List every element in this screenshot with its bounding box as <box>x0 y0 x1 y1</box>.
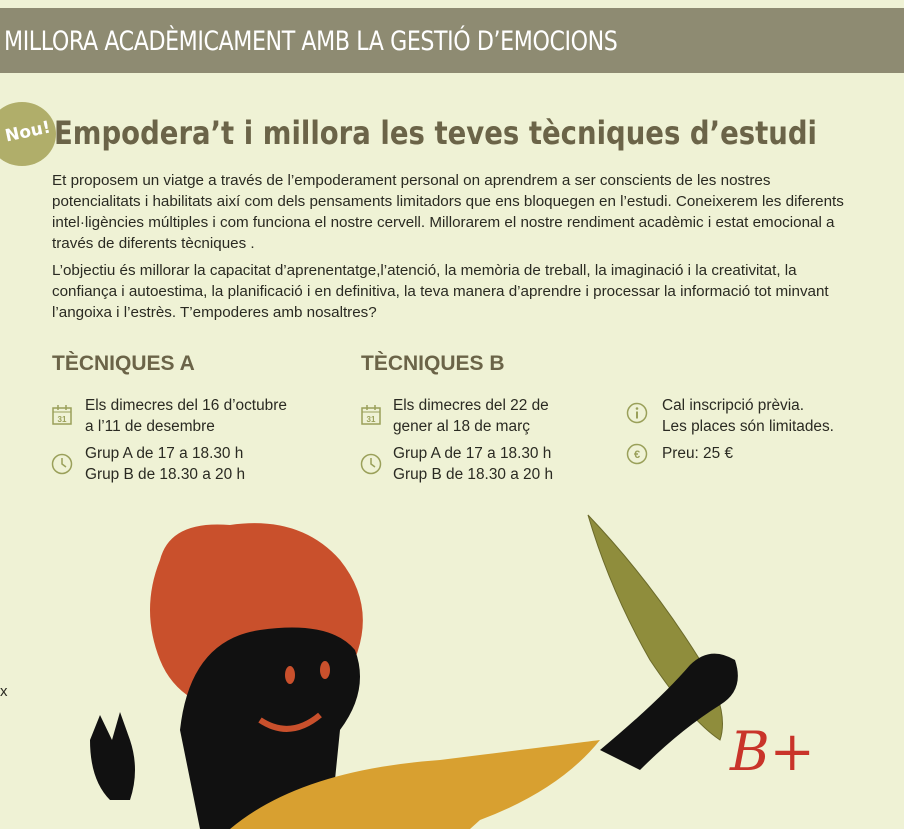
tecniques-a-group: Grup B de 18.30 a 20 h <box>85 466 246 483</box>
tecniques-b-group: Grup A de 17 a 18.30 h <box>393 445 552 462</box>
svg-text:31: 31 <box>366 415 376 424</box>
autumn-leaves-illustration <box>0 500 904 829</box>
tecniques-a-date-line: Els dimecres del 16 d’octubre <box>85 397 287 414</box>
victory-hand <box>90 712 135 800</box>
objective-paragraph: L’objectiu és millorar la capacitat d’aprenentatge,l’atenció, la memòria de treball, la imaginació i la creativitat, la confiança i autoestima, la planificació i en definitiva, la teva manera d’aprendre i processar la informació tot minvant l’angoixa i l’estrès. T’empoderes amb nosaltres? <box>52 262 829 321</box>
intro-paragraph: Et proposem un viatge a través de l’empoderament personal on aprendrem a ser conscients de les nostres potencialitats i habilitats així com dels pensaments limitadors que ens bloquegen en l’estudi. Coneixerem les diferents intel·ligències múltiples i com funciona el nostre cervell. Millorarem el nostre rendiment acadèmic i estat emocional a través de diferents tècniques . <box>52 172 844 252</box>
svg-text:31: 31 <box>57 415 67 424</box>
tecniques-a-date-line: a l’11 de desembre <box>85 418 215 435</box>
page-title: Empodera’t i millora les teves tècniques d’estudi <box>54 114 817 152</box>
svg-text:€: € <box>633 449 641 461</box>
banner-title: MILLORA ACADÈMICAMENT AMB LA GESTIÓ D’EMOCIONS <box>4 26 618 57</box>
new-badge <box>0 102 56 166</box>
tecniques-a-title: TÈCNIQUES A <box>52 352 195 375</box>
handwritten-grade: B+ <box>730 720 815 783</box>
limited-places-note: Les places són limitades. <box>662 418 834 435</box>
tecniques-b-date-line: gener al 18 de març <box>393 418 530 435</box>
tecniques-b-group: Grup B de 18.30 a 20 h <box>393 466 554 483</box>
euro-icon <box>626 443 648 465</box>
calendar-icon <box>360 404 382 426</box>
margin-mark: x <box>0 683 8 700</box>
tecniques-a-group: Grup A de 17 a 18.30 h <box>85 445 244 462</box>
calendar-icon <box>51 404 73 426</box>
info-icon <box>626 402 648 424</box>
new-badge-label: Nou! <box>3 117 53 147</box>
clock-icon <box>51 453 73 475</box>
registration-note: Cal inscripció prèvia. <box>662 397 804 414</box>
clock-icon <box>360 453 382 475</box>
tecniques-b-title: TÈCNIQUES B <box>361 352 505 375</box>
price: Preu: 25 € <box>662 445 734 462</box>
tecniques-b-date-line: Els dimecres del 22 de <box>393 397 549 414</box>
section-banner <box>0 8 904 73</box>
